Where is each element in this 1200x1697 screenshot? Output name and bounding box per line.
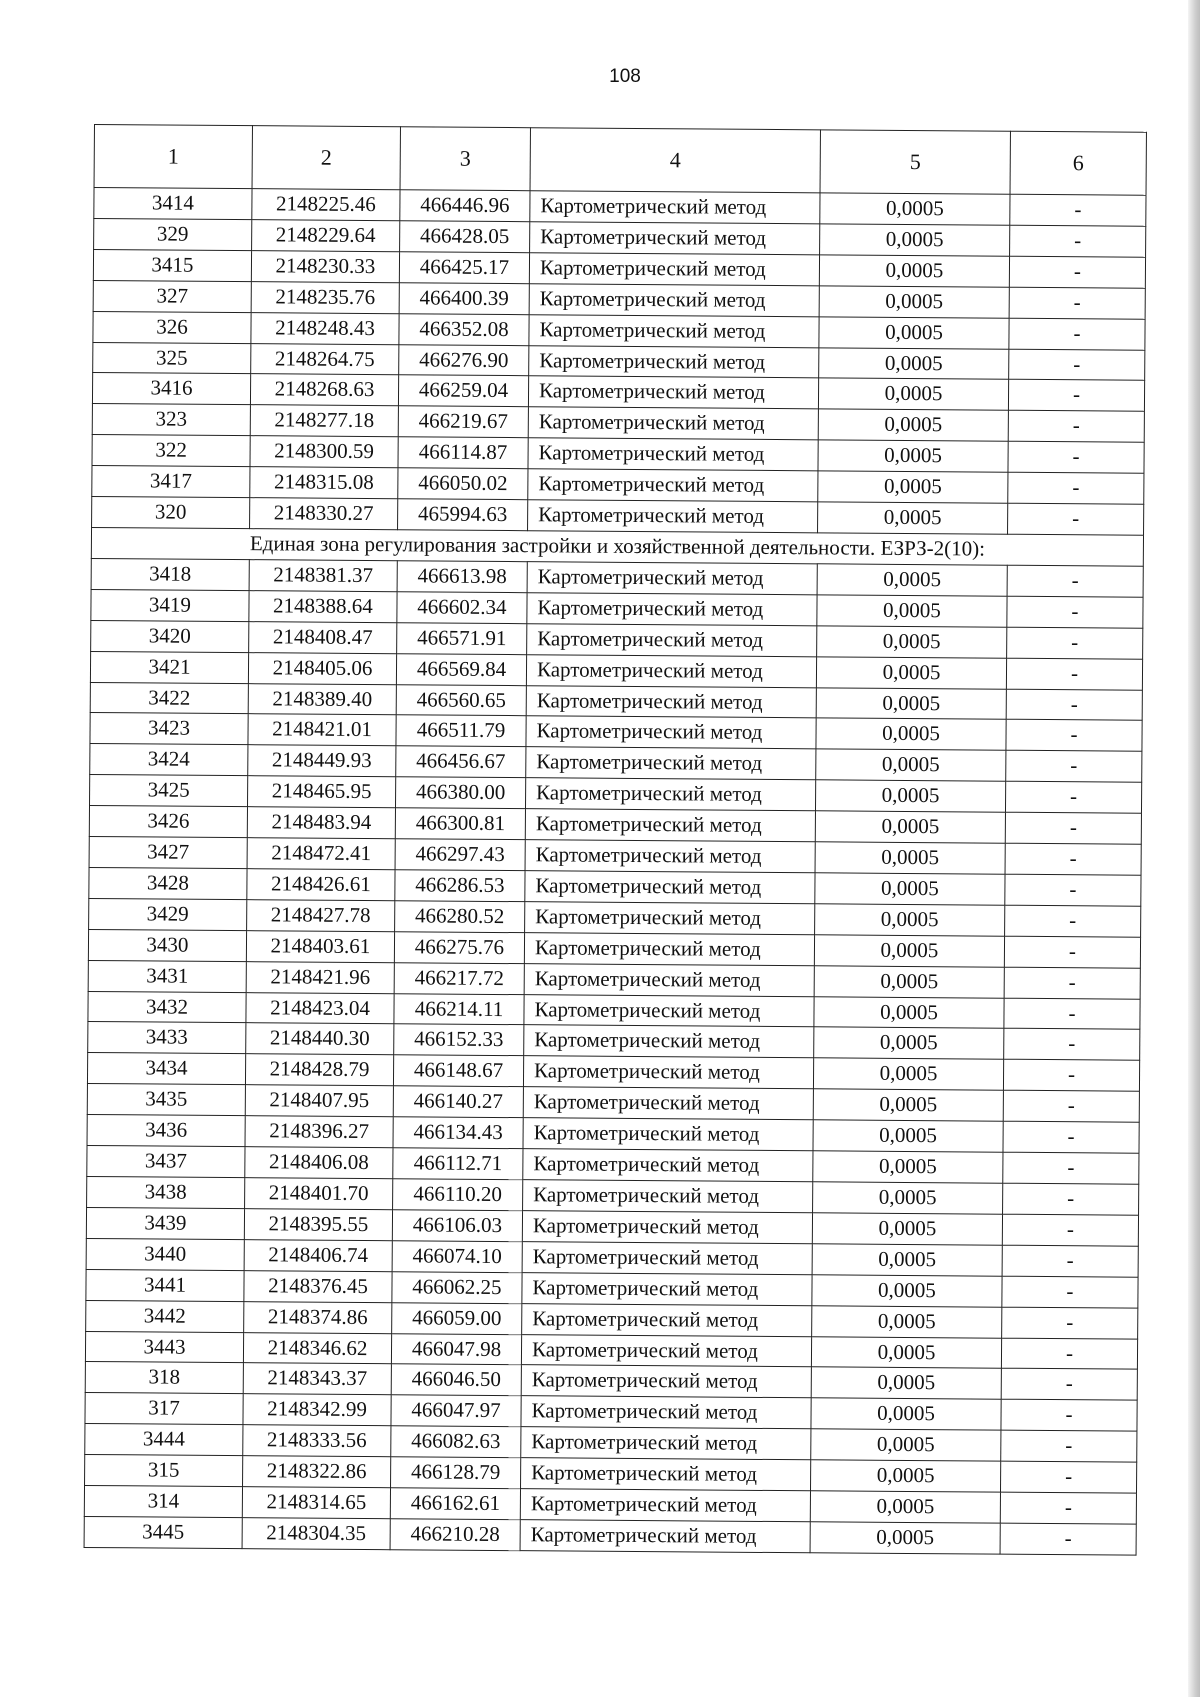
y-coordinate-cell: 466297.43 bbox=[395, 839, 525, 871]
y-coordinate-cell: 466047.98 bbox=[391, 1333, 521, 1365]
x-coordinate-cell: 2148304.35 bbox=[242, 1518, 390, 1550]
method-cell: Картометрический метод bbox=[523, 1118, 813, 1151]
method-cell: Картометрический метод bbox=[525, 778, 815, 811]
x-coordinate-cell: 2148440.30 bbox=[246, 1023, 394, 1055]
point-number-cell: 3428 bbox=[89, 867, 247, 899]
point-number-cell: 3425 bbox=[90, 775, 248, 807]
point-number-cell: 3445 bbox=[84, 1516, 242, 1548]
x-coordinate-cell: 2148225.46 bbox=[252, 189, 400, 221]
accuracy-cell: 0,0005 bbox=[812, 1305, 1002, 1337]
method-cell: Картометрический метод bbox=[523, 1180, 813, 1213]
x-coordinate-cell: 2148374.86 bbox=[244, 1301, 392, 1333]
note-cell: - bbox=[1007, 596, 1143, 628]
table-header bbox=[94, 125, 1146, 196]
note-cell: - bbox=[1008, 472, 1144, 504]
point-number-cell: 315 bbox=[85, 1455, 243, 1487]
note-cell: - bbox=[1005, 874, 1141, 906]
note-cell: - bbox=[1003, 1121, 1139, 1153]
method-cell: Картометрический метод bbox=[521, 1334, 811, 1367]
x-coordinate-cell: 2148465.95 bbox=[247, 776, 395, 808]
method-cell: Картометрический метод bbox=[526, 747, 816, 780]
x-coordinate-cell: 2148388.64 bbox=[249, 590, 397, 622]
y-coordinate-cell: 466425.17 bbox=[399, 252, 529, 284]
note-cell: - bbox=[1002, 1276, 1138, 1308]
accuracy-cell: 0,0005 bbox=[811, 1336, 1001, 1368]
method-cell: Картометрический метод bbox=[522, 1211, 812, 1244]
y-coordinate-cell: 466148.67 bbox=[393, 1055, 523, 1087]
method-cell: Картометрический метод bbox=[529, 283, 819, 316]
note-cell: - bbox=[1008, 411, 1144, 443]
x-coordinate-cell: 2148423.04 bbox=[246, 992, 394, 1024]
accuracy-cell: 0,0005 bbox=[819, 316, 1009, 348]
point-number-cell: 3441 bbox=[86, 1269, 244, 1301]
method-cell: Картометрический метод bbox=[523, 1056, 813, 1089]
point-number-cell: 3444 bbox=[85, 1424, 243, 1456]
accuracy-cell: 0,0005 bbox=[814, 996, 1004, 1028]
accuracy-cell: 0,0005 bbox=[811, 1398, 1001, 1430]
method-cell: Картометрический метод bbox=[529, 314, 819, 347]
y-coordinate-cell: 466210.28 bbox=[390, 1519, 520, 1551]
point-number-cell: 3431 bbox=[88, 960, 246, 992]
accuracy-cell: 0,0005 bbox=[816, 687, 1006, 719]
y-coordinate-cell: 466569.84 bbox=[396, 653, 526, 685]
y-coordinate-cell: 466571.91 bbox=[397, 622, 527, 654]
method-cell: Картометрический метод bbox=[524, 932, 814, 965]
header-cell-2: 2 bbox=[252, 126, 400, 190]
y-coordinate-cell: 466082.63 bbox=[391, 1426, 521, 1458]
point-number-cell: 3434 bbox=[87, 1053, 245, 1085]
note-cell: - bbox=[1005, 812, 1141, 844]
method-cell: Картометрический метод bbox=[528, 500, 818, 533]
point-number-cell: 325 bbox=[93, 342, 251, 374]
point-number-cell: 3429 bbox=[89, 898, 247, 930]
x-coordinate-cell: 2148376.45 bbox=[244, 1270, 392, 1302]
point-number-cell: 326 bbox=[93, 311, 251, 343]
accuracy-cell: 0,0005 bbox=[816, 749, 1006, 781]
accuracy-cell: 0,0005 bbox=[813, 1089, 1003, 1121]
accuracy-cell: 0,0005 bbox=[814, 965, 1004, 997]
point-number-cell: 3430 bbox=[88, 929, 246, 961]
x-coordinate-cell: 2148314.65 bbox=[242, 1487, 390, 1519]
y-coordinate-cell: 466110.20 bbox=[393, 1179, 523, 1211]
accuracy-cell: 0,0005 bbox=[816, 718, 1006, 750]
y-coordinate-cell: 466134.43 bbox=[393, 1117, 523, 1149]
point-number-cell: 3422 bbox=[90, 682, 248, 714]
x-coordinate-cell: 2148408.47 bbox=[249, 621, 397, 653]
note-cell: - bbox=[1006, 658, 1142, 690]
accuracy-cell: 0,0005 bbox=[817, 625, 1007, 657]
point-number-cell: 3427 bbox=[89, 837, 247, 869]
point-number-cell: 317 bbox=[85, 1393, 243, 1425]
accuracy-cell: 0,0005 bbox=[818, 378, 1008, 410]
note-cell: - bbox=[1010, 194, 1146, 226]
x-coordinate-cell: 2148389.40 bbox=[248, 683, 396, 715]
method-cell: Картометрический метод bbox=[528, 469, 818, 502]
point-number-cell: 3440 bbox=[86, 1238, 244, 1270]
x-coordinate-cell: 2148277.18 bbox=[250, 405, 398, 437]
accuracy-cell: 0,0005 bbox=[810, 1491, 1000, 1523]
header-cell-1: 1 bbox=[94, 125, 252, 189]
note-cell: - bbox=[1007, 565, 1143, 597]
table-row bbox=[84, 1516, 1136, 1555]
accuracy-cell: 0,0005 bbox=[812, 1275, 1002, 1307]
note-cell: - bbox=[1000, 1461, 1136, 1493]
accuracy-cell: 0,0005 bbox=[810, 1460, 1000, 1492]
accuracy-cell: 0,0005 bbox=[818, 502, 1008, 534]
method-cell: Картометрический метод bbox=[526, 654, 816, 687]
accuracy-cell: 0,0005 bbox=[815, 780, 1005, 812]
point-number-cell: 3424 bbox=[90, 744, 248, 776]
point-number-cell: 3437 bbox=[87, 1146, 245, 1178]
method-cell: Картометрический метод bbox=[527, 623, 817, 656]
point-number-cell: 3435 bbox=[87, 1084, 245, 1116]
method-cell: Картометрический метод bbox=[526, 716, 816, 749]
y-coordinate-cell: 465994.63 bbox=[398, 499, 528, 531]
accuracy-cell: 0,0005 bbox=[820, 193, 1010, 225]
point-number-cell: 327 bbox=[93, 280, 251, 312]
y-coordinate-cell: 466280.52 bbox=[395, 901, 525, 933]
y-coordinate-cell: 466152.33 bbox=[394, 1024, 524, 1056]
y-coordinate-cell: 466446.96 bbox=[400, 190, 530, 222]
page-number: 108 bbox=[609, 66, 641, 87]
accuracy-cell: 0,0005 bbox=[818, 409, 1008, 441]
x-coordinate-cell: 2148264.75 bbox=[251, 343, 399, 375]
method-cell: Картометрический метод bbox=[528, 438, 818, 471]
method-cell: Картометрический метод bbox=[527, 562, 817, 595]
header-cell-5: 5 bbox=[820, 130, 1010, 194]
accuracy-cell: 0,0005 bbox=[814, 935, 1004, 967]
y-coordinate-cell: 466217.72 bbox=[394, 962, 524, 994]
table-body bbox=[84, 188, 1146, 1556]
note-cell: - bbox=[1000, 1492, 1136, 1524]
note-cell: - bbox=[1009, 256, 1145, 288]
y-coordinate-cell: 466062.25 bbox=[392, 1271, 522, 1303]
x-coordinate-cell: 2148322.86 bbox=[243, 1456, 391, 1488]
x-coordinate-cell: 2148483.94 bbox=[247, 807, 395, 839]
point-number-cell: 3443 bbox=[85, 1331, 243, 1363]
x-coordinate-cell: 2148407.95 bbox=[245, 1085, 393, 1117]
y-coordinate-cell: 466400.39 bbox=[399, 282, 529, 314]
y-coordinate-cell: 466456.67 bbox=[396, 746, 526, 778]
point-number-cell: 318 bbox=[85, 1362, 243, 1394]
x-coordinate-cell: 2148406.08 bbox=[245, 1147, 393, 1179]
note-cell: - bbox=[1008, 441, 1144, 473]
section-title: Единая зона регулирования застройки и хозяйственной деятельности. ЕЗРЗ-2(10): bbox=[91, 527, 1143, 566]
method-cell: Картометрический метод bbox=[521, 1396, 811, 1429]
x-coordinate-cell: 2148346.62 bbox=[243, 1332, 391, 1364]
point-number-cell: 320 bbox=[92, 497, 250, 529]
y-coordinate-cell: 466219.67 bbox=[398, 406, 528, 438]
y-coordinate-cell: 466300.81 bbox=[395, 808, 525, 840]
method-cell: Картометрический метод bbox=[523, 1149, 813, 1182]
header-cell-6: 6 bbox=[1010, 131, 1146, 195]
accuracy-cell: 0,0005 bbox=[815, 873, 1005, 905]
point-number-cell: 3438 bbox=[87, 1176, 245, 1208]
point-number-cell: 3426 bbox=[89, 806, 247, 838]
point-number-cell: 323 bbox=[92, 404, 250, 436]
x-coordinate-cell: 2148472.41 bbox=[247, 838, 395, 870]
accuracy-cell: 0,0005 bbox=[813, 1058, 1003, 1090]
x-coordinate-cell: 2148427.78 bbox=[247, 899, 395, 931]
note-cell: - bbox=[1009, 287, 1145, 319]
accuracy-cell: 0,0005 bbox=[813, 1151, 1003, 1183]
y-coordinate-cell: 466275.76 bbox=[394, 931, 524, 963]
note-cell: - bbox=[1001, 1430, 1137, 1462]
x-coordinate-cell: 2148381.37 bbox=[249, 560, 397, 592]
x-coordinate-cell: 2148449.93 bbox=[248, 745, 396, 777]
method-cell: Картометрический метод bbox=[523, 1087, 813, 1120]
y-coordinate-cell: 466106.03 bbox=[392, 1210, 522, 1242]
point-number-cell: 329 bbox=[94, 218, 252, 250]
point-number-cell: 3414 bbox=[94, 188, 252, 220]
point-number-cell: 3442 bbox=[86, 1300, 244, 1332]
accuracy-cell: 0,0005 bbox=[817, 564, 1007, 596]
y-coordinate-cell: 466428.05 bbox=[400, 221, 530, 253]
note-cell: - bbox=[1008, 380, 1144, 412]
y-coordinate-cell: 466613.98 bbox=[397, 561, 527, 593]
y-coordinate-cell: 466140.27 bbox=[393, 1086, 523, 1118]
accuracy-cell: 0,0005 bbox=[813, 1182, 1003, 1214]
x-coordinate-cell: 2148403.61 bbox=[246, 930, 394, 962]
accuracy-cell: 0,0005 bbox=[819, 286, 1009, 318]
y-coordinate-cell: 466511.79 bbox=[396, 715, 526, 747]
y-coordinate-cell: 466380.00 bbox=[395, 777, 525, 809]
note-cell: - bbox=[1006, 689, 1142, 721]
y-coordinate-cell: 466560.65 bbox=[396, 684, 526, 716]
accuracy-cell: 0,0005 bbox=[818, 440, 1008, 472]
accuracy-cell: 0,0005 bbox=[815, 904, 1005, 936]
accuracy-cell: 0,0005 bbox=[811, 1429, 1001, 1461]
accuracy-cell: 0,0005 bbox=[814, 1027, 1004, 1059]
note-cell: - bbox=[1001, 1400, 1137, 1432]
note-cell: - bbox=[1004, 967, 1140, 999]
method-cell: Картометрический метод bbox=[524, 963, 814, 996]
method-cell: Картометрический метод bbox=[529, 253, 819, 286]
point-number-cell: 3423 bbox=[90, 713, 248, 745]
x-coordinate-cell: 2148421.96 bbox=[246, 961, 394, 993]
accuracy-cell: 0,0005 bbox=[819, 347, 1009, 379]
x-coordinate-cell: 2148300.59 bbox=[250, 436, 398, 468]
x-coordinate-cell: 2148428.79 bbox=[245, 1054, 393, 1086]
accuracy-cell: 0,0005 bbox=[812, 1244, 1002, 1276]
note-cell: - bbox=[1004, 998, 1140, 1030]
note-cell: - bbox=[1003, 1183, 1139, 1215]
method-cell: Картометрический метод bbox=[520, 1520, 810, 1553]
method-cell: Картометрический метод bbox=[522, 1303, 812, 1336]
note-cell: - bbox=[1001, 1369, 1137, 1401]
method-cell: Картометрический метод bbox=[525, 902, 815, 935]
note-cell: - bbox=[1002, 1307, 1138, 1339]
method-cell: Картометрический метод bbox=[521, 1458, 811, 1491]
x-coordinate-cell: 2148406.74 bbox=[244, 1239, 392, 1271]
x-coordinate-cell: 2148343.37 bbox=[243, 1363, 391, 1395]
y-coordinate-cell: 466046.50 bbox=[391, 1364, 521, 1396]
note-cell: - bbox=[1007, 627, 1143, 659]
method-cell: Картометрический метод bbox=[521, 1427, 811, 1460]
point-number-cell: 3416 bbox=[92, 373, 250, 405]
note-cell: - bbox=[1001, 1338, 1137, 1370]
accuracy-cell: 0,0005 bbox=[812, 1213, 1002, 1245]
y-coordinate-cell: 466162.61 bbox=[390, 1488, 520, 1520]
accuracy-cell: 0,0005 bbox=[819, 255, 1009, 287]
x-coordinate-cell: 2148342.99 bbox=[243, 1394, 391, 1426]
accuracy-cell: 0,0005 bbox=[811, 1367, 1001, 1399]
header-row bbox=[94, 125, 1146, 196]
scan-edge bbox=[1188, 0, 1200, 1697]
header-cell-4: 4 bbox=[530, 128, 820, 193]
note-cell: - bbox=[1008, 503, 1144, 535]
method-cell: Картометрический метод bbox=[530, 191, 820, 224]
x-coordinate-cell: 2148426.61 bbox=[247, 869, 395, 901]
note-cell: - bbox=[1006, 751, 1142, 783]
note-cell: - bbox=[1009, 318, 1145, 350]
y-coordinate-cell: 466214.11 bbox=[394, 993, 524, 1025]
y-coordinate-cell: 466276.90 bbox=[399, 344, 529, 376]
method-cell: Картометрический метод bbox=[525, 840, 815, 873]
y-coordinate-cell: 466114.87 bbox=[398, 437, 528, 469]
x-coordinate-cell: 2148421.01 bbox=[248, 714, 396, 746]
method-cell: Картометрический метод bbox=[527, 592, 817, 625]
note-cell: - bbox=[1005, 905, 1141, 937]
point-number-cell: 3418 bbox=[91, 558, 249, 590]
coordinates-table bbox=[84, 124, 1147, 1556]
accuracy-cell: 0,0005 bbox=[820, 224, 1010, 256]
y-coordinate-cell: 466050.02 bbox=[398, 468, 528, 500]
y-coordinate-cell: 466059.00 bbox=[392, 1302, 522, 1334]
note-cell: - bbox=[1004, 1029, 1140, 1061]
point-number-cell: 3421 bbox=[90, 651, 248, 683]
method-cell: Картометрический метод bbox=[521, 1365, 811, 1398]
method-cell: Картометрический метод bbox=[530, 222, 820, 255]
note-cell: - bbox=[1009, 349, 1145, 381]
method-cell: Картометрический метод bbox=[525, 871, 815, 904]
method-cell: Картометрический метод bbox=[529, 345, 819, 378]
note-cell: - bbox=[1010, 225, 1146, 257]
note-cell: - bbox=[1006, 720, 1142, 752]
accuracy-cell: 0,0005 bbox=[816, 656, 1006, 688]
x-coordinate-cell: 2148333.56 bbox=[243, 1425, 391, 1457]
x-coordinate-cell: 2148395.55 bbox=[244, 1209, 392, 1241]
method-cell: Картометрический метод bbox=[524, 1025, 814, 1058]
point-number-cell: 3436 bbox=[87, 1115, 245, 1147]
point-number-cell: 314 bbox=[84, 1486, 242, 1518]
note-cell: - bbox=[1002, 1245, 1138, 1277]
note-cell: - bbox=[1003, 1152, 1139, 1184]
x-coordinate-cell: 2148248.43 bbox=[251, 312, 399, 344]
y-coordinate-cell: 466047.97 bbox=[391, 1395, 521, 1427]
point-number-cell: 3432 bbox=[88, 991, 246, 1023]
method-cell: Картометрический метод bbox=[522, 1272, 812, 1305]
point-number-cell: 3417 bbox=[92, 466, 250, 498]
x-coordinate-cell: 2148315.08 bbox=[250, 467, 398, 499]
point-number-cell: 3433 bbox=[88, 1022, 246, 1054]
method-cell: Картометрический метод bbox=[525, 809, 815, 842]
accuracy-cell: 0,0005 bbox=[813, 1120, 1003, 1152]
note-cell: - bbox=[1002, 1214, 1138, 1246]
header-cell-3: 3 bbox=[400, 127, 530, 191]
y-coordinate-cell: 466074.10 bbox=[392, 1241, 522, 1273]
x-coordinate-cell: 2148405.06 bbox=[248, 652, 396, 684]
x-coordinate-cell: 2148396.27 bbox=[245, 1116, 393, 1148]
note-cell: - bbox=[1005, 781, 1141, 813]
y-coordinate-cell: 466352.08 bbox=[399, 313, 529, 345]
note-cell: - bbox=[1003, 1060, 1139, 1092]
method-cell: Картометрический метод bbox=[524, 994, 814, 1027]
y-coordinate-cell: 466286.53 bbox=[395, 870, 525, 902]
method-cell: Картометрический метод bbox=[528, 376, 818, 409]
x-coordinate-cell: 2148330.27 bbox=[250, 498, 398, 530]
accuracy-cell: 0,0005 bbox=[815, 811, 1005, 843]
accuracy-cell: 0,0005 bbox=[810, 1522, 1000, 1554]
point-number-cell: 3419 bbox=[91, 589, 249, 621]
accuracy-cell: 0,0005 bbox=[818, 471, 1008, 503]
y-coordinate-cell: 466128.79 bbox=[391, 1457, 521, 1489]
accuracy-cell: 0,0005 bbox=[815, 842, 1005, 874]
method-cell: Картометрический метод bbox=[526, 685, 816, 718]
point-number-cell: 3439 bbox=[86, 1207, 244, 1239]
y-coordinate-cell: 466602.34 bbox=[397, 592, 527, 624]
y-coordinate-cell: 466112.71 bbox=[393, 1148, 523, 1180]
note-cell: - bbox=[1004, 936, 1140, 968]
note-cell: - bbox=[1000, 1523, 1136, 1555]
y-coordinate-cell: 466259.04 bbox=[398, 375, 528, 407]
note-cell: - bbox=[1005, 843, 1141, 875]
x-coordinate-cell: 2148401.70 bbox=[245, 1178, 393, 1210]
method-cell: Картометрический метод bbox=[522, 1241, 812, 1274]
x-coordinate-cell: 2148229.64 bbox=[252, 220, 400, 252]
x-coordinate-cell: 2148268.63 bbox=[250, 374, 398, 406]
x-coordinate-cell: 2148235.76 bbox=[251, 281, 399, 313]
point-number-cell: 322 bbox=[92, 435, 250, 467]
method-cell: Картометрический метод bbox=[520, 1489, 810, 1522]
x-coordinate-cell: 2148230.33 bbox=[251, 250, 399, 282]
accuracy-cell: 0,0005 bbox=[817, 595, 1007, 627]
point-number-cell: 3415 bbox=[93, 249, 251, 281]
note-cell: - bbox=[1003, 1090, 1139, 1122]
method-cell: Картометрический метод bbox=[528, 407, 818, 440]
point-number-cell: 3420 bbox=[91, 620, 249, 652]
